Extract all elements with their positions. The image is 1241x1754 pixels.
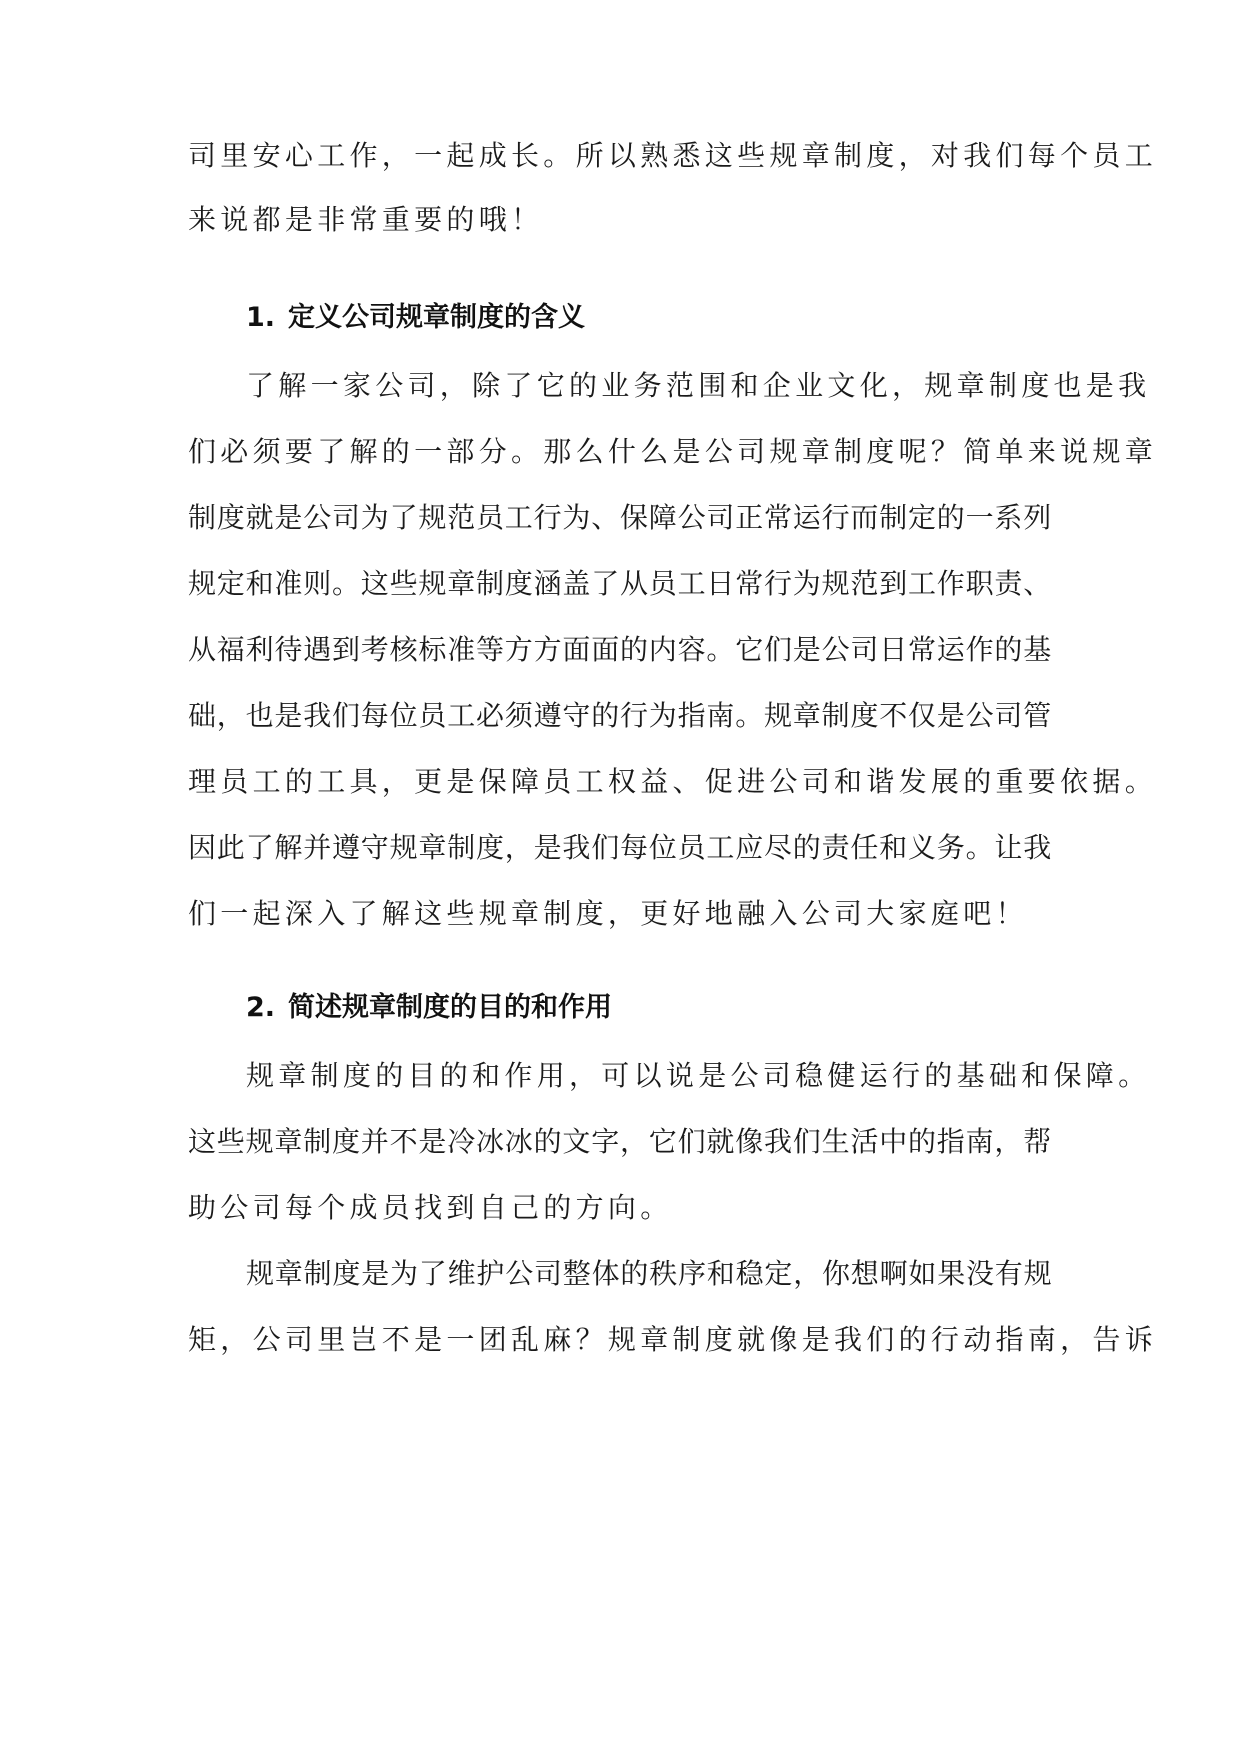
section-1-line-3: 制度就是公司为了规范员工行为、保障公司正常运行而制定的一系列 (188, 501, 1053, 534)
section-1-number: 1. (246, 302, 276, 333)
section-1-line-8: 因此了解并遵守规章制度，是我们每位员工应尽的责任和义务。让我 (188, 831, 1053, 864)
section-1-line-2: 们必须要了解的一部分。那么什么是公司规章制度呢？简单来说规章 (188, 435, 1158, 468)
section-2-p2-line-2: 矩，公司里岂不是一团乱麻？规章制度就像是我们的行动指南，告诉 (188, 1323, 1158, 1356)
section-2-number: 2. (246, 992, 276, 1023)
section-1-line-4: 规定和准则。这些规章制度涵盖了从员工日常行为规范到工作职责、 (188, 567, 1053, 600)
section-1-line-7: 理员工的工具，更是保障员工权益、促进公司和谐发展的重要依据。 (188, 765, 1158, 798)
section-1-line-6: 础，也是我们每位员工必须遵守的行为指南。规章制度不仅是公司管 (188, 699, 1053, 732)
intro-line-1: 司里安心工作，一起成长。所以熟悉这些规章制度，对我们每个员工 (188, 139, 1158, 172)
section-1-line-9: 们一起深入了解这些规章制度，更好地融入公司大家庭吧！ (188, 897, 1028, 930)
section-2-p2-line-1: 规章制度是为了维护公司整体的秩序和稳定，你想啊如果没有规 (246, 1257, 1053, 1290)
intro-line-2: 来说都是非常重要的哦！ (188, 203, 544, 236)
section-2-heading (246, 988, 612, 1028)
section-1-line-5: 从福利待遇到考核标准等方方面面的内容。它们是公司日常运作的基 (188, 633, 1053, 666)
section-2-p1-line-2: 这些规章制度并不是冷冰冰的文字，它们就像我们生活中的指南，帮 (188, 1125, 1053, 1158)
section-2-p1-line-1: 规章制度的目的和作用，可以说是公司稳健运行的基础和保障。 (246, 1059, 1151, 1092)
section-2-title: 简述规章制度的目的和作用 (288, 992, 612, 1023)
section-1-line-1: 了解一家公司，除了它的业务范围和企业文化，规章制度也是我 (246, 369, 1151, 402)
section-1-title: 定义公司规章制度的含义 (288, 302, 585, 333)
section-2-p1-line-3: 助公司每个成员找到自己的方向。 (188, 1191, 673, 1224)
section-1-heading (246, 298, 585, 338)
